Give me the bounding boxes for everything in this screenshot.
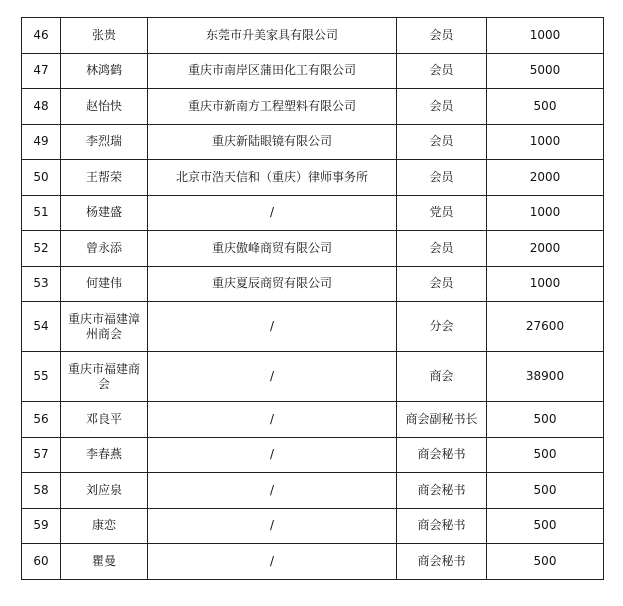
donation-amount: 1000	[487, 195, 604, 231]
member-role: 会员	[397, 266, 487, 302]
table-row	[22, 124, 604, 160]
table-row	[22, 352, 604, 402]
donor-name: 林鸿鹤	[61, 53, 148, 89]
donor-name: 何建伟	[61, 266, 148, 302]
table-row	[22, 544, 604, 580]
row-number: 60	[22, 544, 61, 580]
organization: /	[148, 195, 397, 231]
table-row	[22, 231, 604, 267]
donor-name: 李春燕	[61, 437, 148, 473]
donation-table	[21, 17, 604, 580]
table-row	[22, 18, 604, 54]
donor-name: 刘应泉	[61, 473, 148, 509]
member-role: 会员	[397, 160, 487, 196]
organization: 北京市浩天信和（重庆）律师事务所	[148, 160, 397, 196]
member-role: 党员	[397, 195, 487, 231]
donor-name: 王帮荣	[61, 160, 148, 196]
organization: /	[148, 402, 397, 438]
row-number: 50	[22, 160, 61, 196]
member-role: 会员	[397, 53, 487, 89]
donation-amount: 500	[487, 437, 604, 473]
organization: 重庆市南岸区蒲田化工有限公司	[148, 53, 397, 89]
donor-name: 曾永添	[61, 231, 148, 267]
member-role: 商会秘书	[397, 473, 487, 509]
table-row	[22, 89, 604, 125]
organization: 重庆市新南方工程塑料有限公司	[148, 89, 397, 125]
donation-amount: 38900	[487, 352, 604, 402]
row-number: 54	[22, 302, 61, 352]
member-role: 商会秘书	[397, 437, 487, 473]
member-role: 商会副秘书长	[397, 402, 487, 438]
donation-amount: 5000	[487, 53, 604, 89]
member-role: 商会秘书	[397, 508, 487, 544]
table-row	[22, 195, 604, 231]
donation-amount: 1000	[487, 266, 604, 302]
row-number: 49	[22, 124, 61, 160]
table-row	[22, 402, 604, 438]
row-number: 51	[22, 195, 61, 231]
donor-name: 李烈瑞	[61, 124, 148, 160]
donor-name: 重庆市福建漳州商会	[61, 302, 148, 352]
organization: /	[148, 302, 397, 352]
donor-name: 重庆市福建商会	[61, 352, 148, 402]
donation-amount: 500	[487, 89, 604, 125]
member-role: 会员	[397, 231, 487, 267]
row-number: 47	[22, 53, 61, 89]
row-number: 55	[22, 352, 61, 402]
organization: /	[148, 544, 397, 580]
donor-name: 赵怡快	[61, 89, 148, 125]
donation-amount: 500	[487, 508, 604, 544]
table-row	[22, 160, 604, 196]
row-number: 58	[22, 473, 61, 509]
table-row	[22, 437, 604, 473]
table-row	[22, 266, 604, 302]
donor-name: 瞿曼	[61, 544, 148, 580]
donor-name: 张贵	[61, 18, 148, 54]
organization: /	[148, 508, 397, 544]
donation-amount: 2000	[487, 231, 604, 267]
organization: 重庆傲峰商贸有限公司	[148, 231, 397, 267]
row-number: 52	[22, 231, 61, 267]
organization: 重庆新陆眼镜有限公司	[148, 124, 397, 160]
donation-amount: 500	[487, 402, 604, 438]
organization: /	[148, 352, 397, 402]
member-role: 会员	[397, 124, 487, 160]
row-number: 53	[22, 266, 61, 302]
row-number: 48	[22, 89, 61, 125]
row-number: 56	[22, 402, 61, 438]
donation-amount: 500	[487, 473, 604, 509]
donor-name: 邓良平	[61, 402, 148, 438]
organization: /	[148, 473, 397, 509]
organization: /	[148, 437, 397, 473]
row-number: 59	[22, 508, 61, 544]
member-role: 会员	[397, 89, 487, 125]
member-role: 会员	[397, 18, 487, 54]
organization: 重庆夏辰商贸有限公司	[148, 266, 397, 302]
donation-amount: 27600	[487, 302, 604, 352]
organization: 东莞市升美家具有限公司	[148, 18, 397, 54]
member-role: 分会	[397, 302, 487, 352]
donor-name: 康恋	[61, 508, 148, 544]
member-role: 商会	[397, 352, 487, 402]
row-number: 46	[22, 18, 61, 54]
table-row	[22, 302, 604, 352]
table-row	[22, 53, 604, 89]
donation-amount: 500	[487, 544, 604, 580]
donation-amount: 1000	[487, 124, 604, 160]
table-row	[22, 508, 604, 544]
row-number: 57	[22, 437, 61, 473]
table-row	[22, 473, 604, 509]
donor-name: 杨建盛	[61, 195, 148, 231]
member-role: 商会秘书	[397, 544, 487, 580]
donation-amount: 1000	[487, 18, 604, 54]
donation-amount: 2000	[487, 160, 604, 196]
